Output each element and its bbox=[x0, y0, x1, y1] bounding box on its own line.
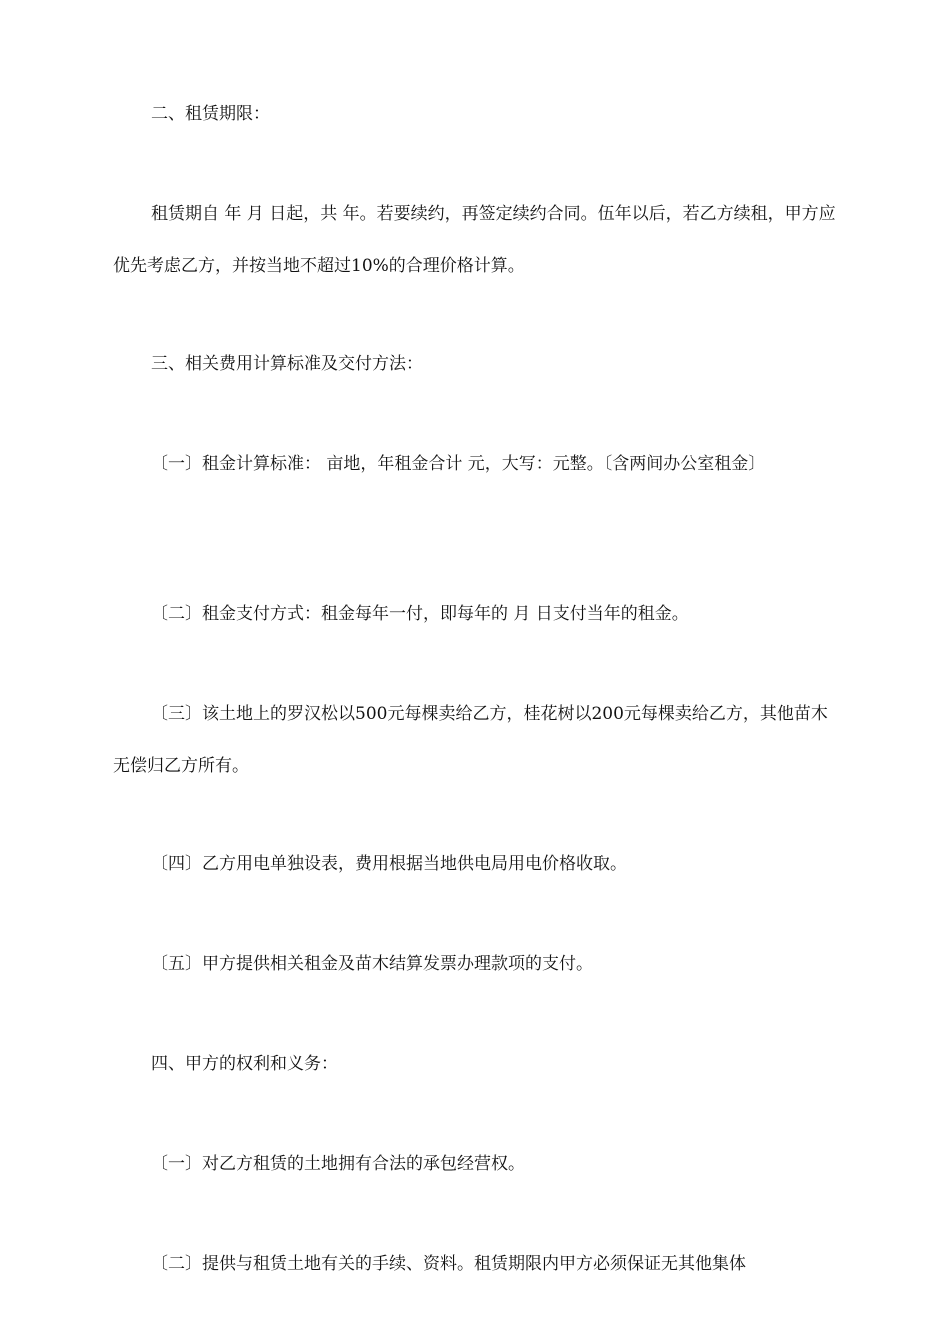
paragraph-rent-payment: 〔二〕租金支付方式：租金每年一付，即每年的 月 日支付当年的租金。 bbox=[151, 604, 689, 624]
section-heading-party-a-rights: 四、甲方的权利和义务： bbox=[151, 1054, 338, 1074]
section-heading-lease-term: 二、租赁期限： bbox=[151, 104, 270, 124]
paragraph-rent-standard: 〔一〕租金计算标准： 亩地，年租金合计 元，大写：元整。〔含两间办公室租金〕 bbox=[151, 454, 766, 474]
paragraph-electricity: 〔四〕乙方用电单独设表，费用根据当地供电局用电价格收取。 bbox=[151, 854, 627, 874]
paragraph-land-rights: 〔一〕对乙方租赁的土地拥有合法的承包经营权。 bbox=[151, 1154, 525, 1174]
paragraph-lease-period: 租赁期自 年 月 日起，共 年。若要续约，再签定续约合同。伍年以后，若乙方续租，甲方应优先考虑乙方，并按当地不超过10%的合理价格计算。 bbox=[113, 204, 836, 276]
paragraph-documents: 〔二〕提供与租赁土地有关的手续、资料。租赁期限内甲方必须保证无其他集体 bbox=[151, 1254, 746, 1274]
section-heading-fees: 三、相关费用计算标准及交付方法： bbox=[151, 354, 423, 374]
paragraph-trees-sale: 〔三〕该土地上的罗汉松以500元每棵卖给乙方，桂花树以200元每棵卖给乙方，其他苗木无偿归乙方所有。 bbox=[113, 704, 828, 776]
paragraph-invoice: 〔五〕甲方提供相关租金及苗木结算发票办理款项的支付。 bbox=[151, 954, 593, 974]
